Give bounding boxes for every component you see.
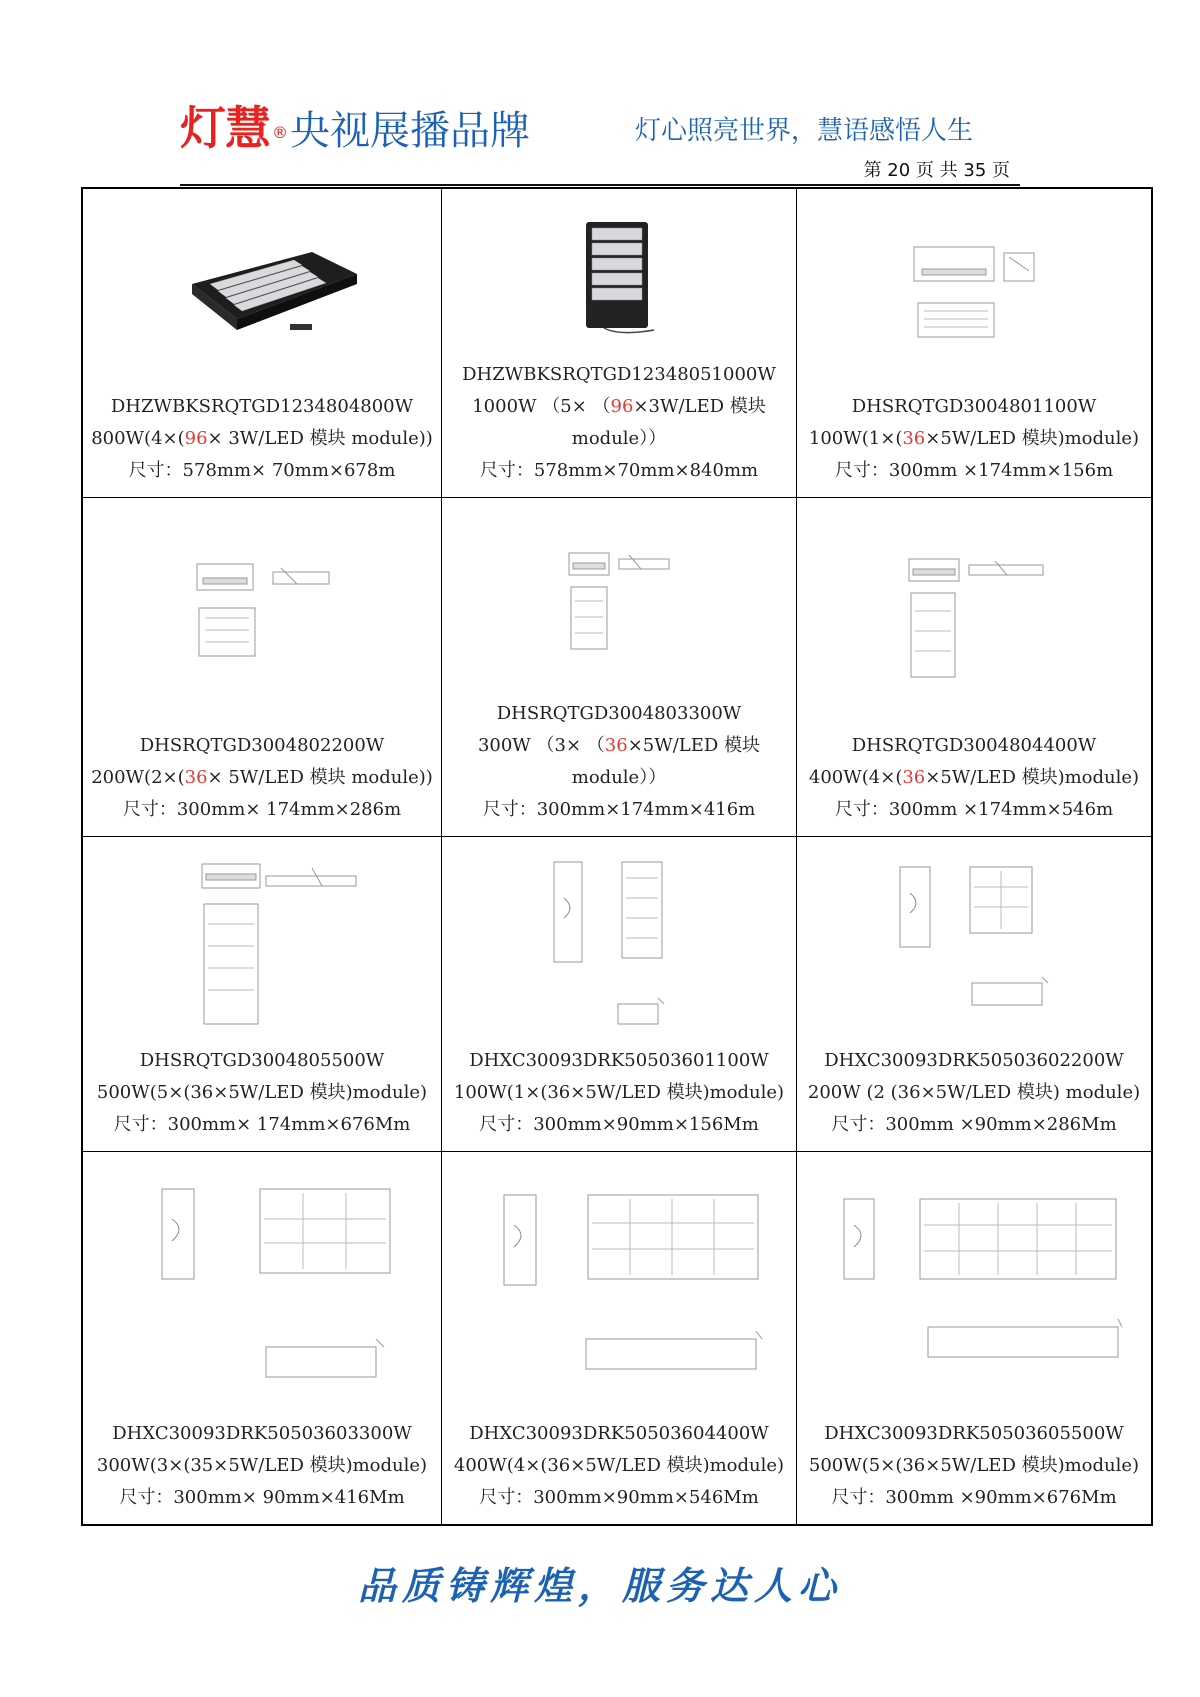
product-code: DHZWBKSRQTGD12348051000W — [462, 364, 776, 385]
product-size: 尺寸：300mm× 90mm×416Mm — [119, 1487, 405, 1508]
product-spec: 500W(5×(36×5W/LED 模块)module) — [96, 1082, 428, 1103]
brand-logo: 灯慧 — [180, 101, 270, 155]
product-size: 尺寸：300mm×90mm×546Mm — [479, 1487, 759, 1508]
product-text — [803, 1418, 1145, 1514]
product-cell — [797, 837, 1151, 1152]
product-drawing — [803, 845, 1145, 1045]
product-code: DHXC30093DRK50503604400W — [469, 1423, 769, 1444]
product-cell — [83, 1152, 442, 1524]
product-spec: 100W(1×(36×5W/LED 模块)module) — [808, 428, 1140, 449]
product-cell — [83, 498, 442, 837]
product-spec: 400W(4×(36×5W/LED 模块)module) — [453, 1455, 785, 1476]
registered-mark: ® — [272, 123, 288, 142]
product-code: DHSRQTGD3004805500W — [139, 1050, 385, 1071]
product-drawing — [89, 1160, 435, 1418]
product-size: 尺寸：578mm× 70mm×678m — [128, 460, 396, 481]
product-code: DHXC30093DRK50503601100W — [469, 1050, 769, 1071]
product-drawing — [89, 506, 435, 730]
product-spec: 100W(1×(36×5W/LED 模块)module) — [453, 1082, 785, 1103]
product-size: 尺寸：300mm× 174mm×286m — [122, 799, 402, 820]
product-text — [89, 391, 435, 487]
product-table — [81, 187, 1153, 1526]
product-cell — [797, 189, 1151, 498]
product-spec: 200W(2×(36× 5W/LED 模块 module)) — [91, 767, 433, 788]
product-code: DHXC30093DRK50503602200W — [824, 1050, 1124, 1071]
product-code: DHSRQTGD3004801100W — [851, 396, 1097, 417]
product-spec: 300W(3×(35×5W/LED 模块)module) — [96, 1455, 428, 1476]
product-drawing — [803, 506, 1145, 730]
header-divider — [180, 184, 1020, 186]
product-spec: 400W(4×(36×5W/LED 模块)module) — [808, 767, 1140, 788]
product-drawing — [803, 197, 1145, 391]
brand-tagline: 央视展播品牌 — [290, 108, 530, 154]
product-size: 尺寸：300mm× 174mm×676Mm — [113, 1114, 411, 1135]
product-code: DHXC30093DRK50503603300W — [112, 1423, 412, 1444]
product-text — [89, 730, 435, 826]
product-drawing — [803, 1160, 1145, 1418]
product-drawing — [448, 506, 790, 698]
brand — [180, 92, 530, 158]
product-text — [448, 1045, 790, 1141]
product-cell — [83, 837, 442, 1152]
product-size: 尺寸：578mm×70mm×840mm — [479, 460, 759, 481]
product-text — [89, 1418, 435, 1514]
product-size: 尺寸：300mm ×174mm×156m — [834, 460, 1114, 481]
product-spec: 300W （3× （36×5W/LED 模块 module）） — [477, 735, 761, 788]
product-cell — [83, 189, 442, 498]
product-text — [803, 391, 1145, 487]
product-text — [448, 359, 790, 487]
product-spec: 200W (2 (36×5W/LED 模块) module) — [807, 1082, 1141, 1103]
product-code: DHSRQTGD3004803300W — [496, 703, 742, 724]
product-text — [803, 730, 1145, 826]
product-text — [448, 1418, 790, 1514]
product-cell — [797, 498, 1151, 837]
footer-motto: 品质铸辉煌，服务达人心 — [357, 1564, 842, 1608]
product-text — [89, 1045, 435, 1141]
product-drawing — [448, 1160, 790, 1418]
product-cell — [797, 1152, 1151, 1524]
product-text — [803, 1045, 1145, 1141]
product-cell — [442, 189, 797, 498]
product-code: DHZWBKSRQTGD1234804800W — [110, 396, 414, 417]
product-spec: 1000W （5× （96×3W/LED 模块 module）） — [472, 396, 766, 449]
product-size: 尺寸：300mm ×174mm×546m — [834, 799, 1114, 820]
product-photo — [448, 197, 790, 359]
product-code: DHSRQTGD3004802200W — [139, 735, 385, 756]
product-text — [448, 698, 790, 826]
page-indicator: 第 20 页 共 35 页 — [863, 160, 1010, 181]
product-spec: 800W(4×(96× 3W/LED 模块 module)) — [91, 428, 433, 449]
product-size: 尺寸：300mm ×90mm×286Mm — [831, 1114, 1117, 1135]
product-cell — [442, 837, 797, 1152]
product-size: 尺寸：300mm×174mm×416m — [482, 799, 756, 820]
page-header — [180, 92, 1020, 182]
product-code: DHSRQTGD3004804400W — [851, 735, 1097, 756]
product-spec: 500W(5×(36×5W/LED 模块)module) — [808, 1455, 1140, 1476]
product-size: 尺寸：300mm×90mm×156Mm — [479, 1114, 759, 1135]
product-photo — [89, 197, 435, 391]
product-cell — [442, 498, 797, 837]
slogan: 灯心照亮世界，慧语感悟人生 — [635, 116, 974, 146]
product-drawing — [89, 845, 435, 1045]
product-code: DHXC30093DRK50503605500W — [824, 1423, 1124, 1444]
product-drawing — [448, 845, 790, 1045]
product-cell — [442, 1152, 797, 1524]
product-size: 尺寸：300mm ×90mm×676Mm — [831, 1487, 1117, 1508]
